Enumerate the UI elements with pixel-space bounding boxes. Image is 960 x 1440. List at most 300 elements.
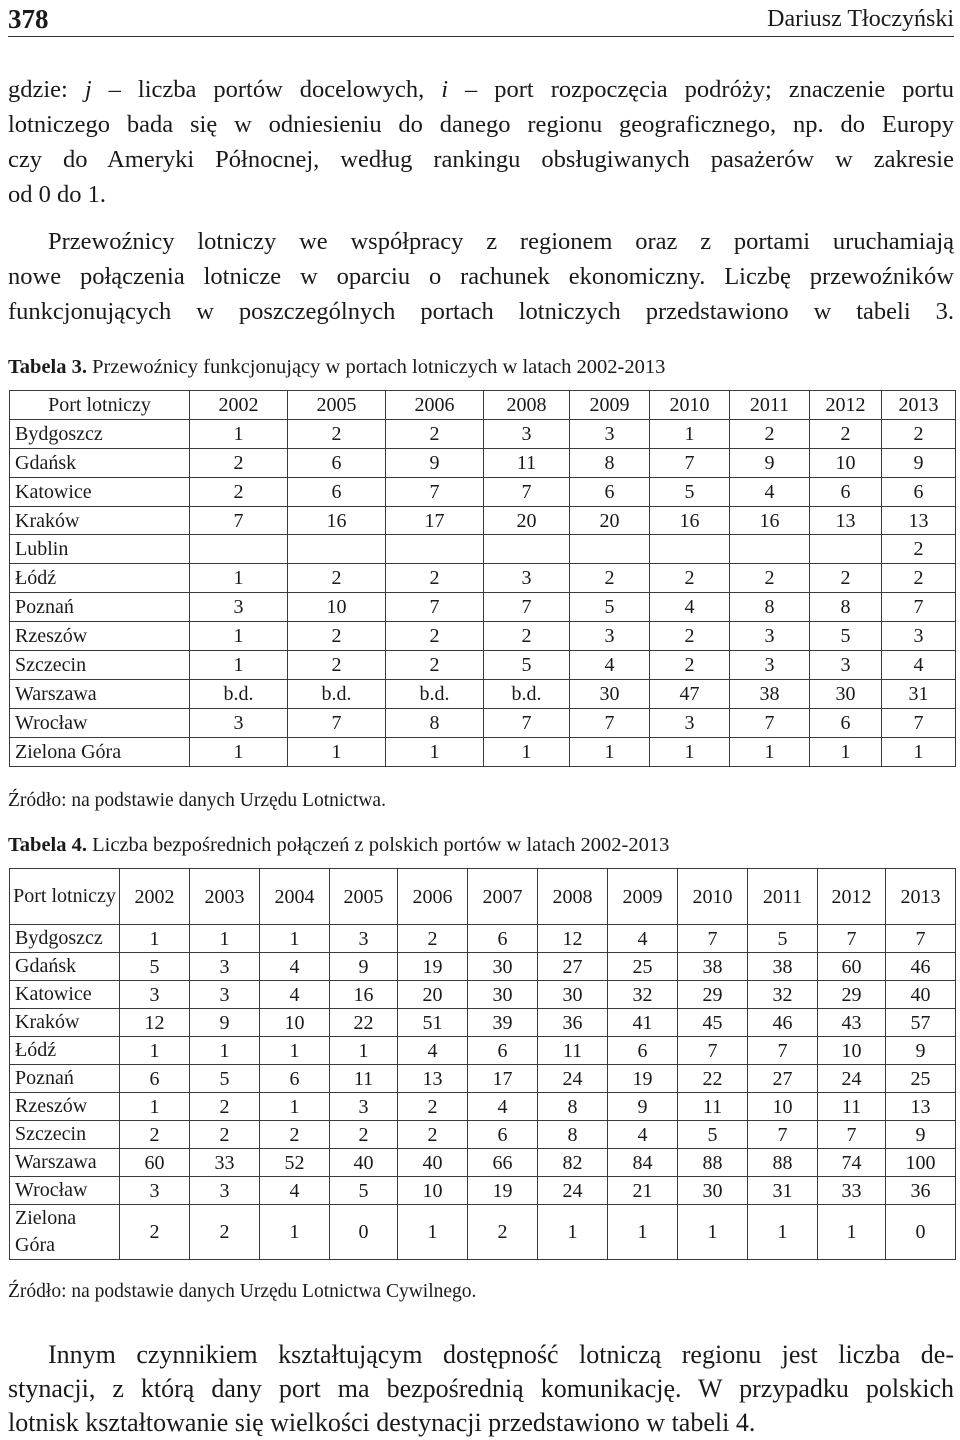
table-cell bbox=[190, 535, 288, 564]
table-cell: 3 bbox=[882, 622, 956, 651]
table-cell: 3 bbox=[810, 651, 882, 680]
table-cell: 11 bbox=[484, 448, 570, 477]
table-cell: 2 bbox=[882, 535, 956, 564]
table-cell: 1 bbox=[810, 737, 882, 766]
table-cell: 3 bbox=[190, 1177, 260, 1205]
table-cell: 2 bbox=[398, 925, 468, 953]
table-cell: 30 bbox=[538, 981, 608, 1009]
table-cell: 6 bbox=[288, 477, 386, 506]
table-cell: 12 bbox=[538, 925, 608, 953]
table-cell: 7 bbox=[650, 448, 730, 477]
table-cell: 46 bbox=[748, 1009, 818, 1037]
table-cell: 1 bbox=[190, 419, 288, 448]
table-cell: 16 bbox=[330, 981, 398, 1009]
table-cell: 9 bbox=[386, 448, 484, 477]
table-cell: 1 bbox=[190, 925, 260, 953]
table-cell: 2 bbox=[330, 1121, 398, 1149]
column-header-year: 2010 bbox=[650, 391, 730, 420]
cell-port-name: Lublin bbox=[10, 535, 190, 564]
table-row bbox=[10, 506, 956, 535]
table-cell: 3 bbox=[120, 981, 190, 1009]
paragraph-line: od 0 do 1. bbox=[8, 181, 106, 208]
table-cell: 45 bbox=[678, 1009, 748, 1037]
table-cell: 5 bbox=[650, 477, 730, 506]
cell-port-name: Gdańsk bbox=[10, 953, 120, 981]
table-cell: 40 bbox=[398, 1149, 468, 1177]
table4-caption-text: Liczba bezpośrednich połączeń z polskich portów w latach 2002-2013 bbox=[87, 834, 670, 856]
table-cell: 4 bbox=[260, 953, 330, 981]
table-cell: 82 bbox=[538, 1149, 608, 1177]
table-cell: 7 bbox=[818, 925, 886, 953]
table-cell: 7 bbox=[386, 477, 484, 506]
cell-port-name: Zielona Góra bbox=[10, 1205, 120, 1260]
table-cell: 16 bbox=[730, 506, 810, 535]
table-cell: 2 bbox=[190, 1205, 260, 1260]
table-cell: 1 bbox=[288, 737, 386, 766]
table-cell: 32 bbox=[608, 981, 678, 1009]
table-cell: 9 bbox=[330, 953, 398, 981]
table3 bbox=[9, 390, 956, 767]
table4-source: Źródło: na podstawie danych Urzędu Lotnictwa Cywilnego. bbox=[8, 1281, 477, 1302]
cell-port-name: Warszawa bbox=[10, 679, 190, 708]
table-cell: 9 bbox=[730, 448, 810, 477]
column-header-year: 2011 bbox=[748, 869, 818, 925]
table-cell: 2 bbox=[730, 419, 810, 448]
table-row bbox=[10, 1177, 956, 1205]
table3-source: Źródło: na podstawie danych Urzędu Lotnictwa. bbox=[8, 790, 386, 811]
table-cell: 17 bbox=[386, 506, 484, 535]
table-cell: 47 bbox=[650, 679, 730, 708]
table-cell: 7 bbox=[288, 708, 386, 737]
table-cell: 20 bbox=[570, 506, 650, 535]
table-cell: 2 bbox=[810, 419, 882, 448]
table-cell: 3 bbox=[190, 981, 260, 1009]
table-cell: 7 bbox=[678, 1037, 748, 1065]
table-cell: 5 bbox=[570, 593, 650, 622]
table-row bbox=[10, 564, 956, 593]
table-cell: 27 bbox=[748, 1065, 818, 1093]
table-cell: 6 bbox=[468, 925, 538, 953]
table-cell: 2 bbox=[650, 651, 730, 680]
table-cell: 38 bbox=[748, 953, 818, 981]
table-cell: 6 bbox=[570, 477, 650, 506]
table-row bbox=[10, 737, 956, 766]
table-cell: 30 bbox=[468, 953, 538, 981]
paragraph-line: Przewoźnicy lotniczy we współpracy z regionem oraz z portami uruchamiają bbox=[48, 228, 954, 255]
table-row bbox=[10, 1065, 956, 1093]
column-header-year: 2002 bbox=[190, 391, 288, 420]
table-cell: 7 bbox=[882, 708, 956, 737]
table-row bbox=[10, 679, 956, 708]
column-header-year: 2012 bbox=[810, 391, 882, 420]
table-row bbox=[10, 622, 956, 651]
cell-port-name: Bydgoszcz bbox=[10, 925, 120, 953]
table-cell: 27 bbox=[538, 953, 608, 981]
table-cell: 100 bbox=[886, 1149, 956, 1177]
table-cell: 11 bbox=[538, 1037, 608, 1065]
table-cell: 5 bbox=[190, 1065, 260, 1093]
table-cell: 33 bbox=[190, 1149, 260, 1177]
table-cell: 7 bbox=[484, 477, 570, 506]
table-cell: 2 bbox=[386, 564, 484, 593]
cell-port-name: Poznań bbox=[10, 593, 190, 622]
table-cell: 51 bbox=[398, 1009, 468, 1037]
table-cell: 20 bbox=[484, 506, 570, 535]
table-row bbox=[10, 651, 956, 680]
table-cell: 3 bbox=[484, 419, 570, 448]
table-cell: 3 bbox=[330, 1093, 398, 1121]
table-header-row bbox=[10, 391, 956, 420]
table-cell: 1 bbox=[882, 737, 956, 766]
table-cell: 10 bbox=[288, 593, 386, 622]
table-cell: 7 bbox=[190, 506, 288, 535]
table-cell: 19 bbox=[468, 1177, 538, 1205]
table-cell: 2 bbox=[650, 564, 730, 593]
table-cell: 2 bbox=[398, 1121, 468, 1149]
table-cell: 9 bbox=[608, 1093, 678, 1121]
table-cell: 4 bbox=[398, 1037, 468, 1065]
table-cell: 2 bbox=[120, 1205, 190, 1260]
table-cell: 7 bbox=[484, 708, 570, 737]
table-row bbox=[10, 1205, 956, 1260]
table-cell: 9 bbox=[190, 1009, 260, 1037]
table-row bbox=[10, 477, 956, 506]
table-cell: 1 bbox=[260, 925, 330, 953]
table-cell: 7 bbox=[730, 708, 810, 737]
table-cell: 74 bbox=[818, 1149, 886, 1177]
table-cell: 1 bbox=[120, 925, 190, 953]
table-row bbox=[10, 593, 956, 622]
table-cell: 1 bbox=[330, 1037, 398, 1065]
table-cell: 12 bbox=[120, 1009, 190, 1037]
table-cell: 46 bbox=[886, 953, 956, 981]
table4-caption bbox=[8, 834, 669, 857]
column-header-year: 2007 bbox=[468, 869, 538, 925]
table-cell: 2 bbox=[810, 564, 882, 593]
table-cell: 2 bbox=[730, 564, 810, 593]
column-header-port: Port lotniczy bbox=[10, 391, 190, 420]
table-cell: 24 bbox=[538, 1177, 608, 1205]
table-cell: 6 bbox=[810, 708, 882, 737]
table-cell: 5 bbox=[678, 1121, 748, 1149]
cell-port-name: Szczecin bbox=[10, 651, 190, 680]
table-cell: 40 bbox=[886, 981, 956, 1009]
table-cell: 30 bbox=[810, 679, 882, 708]
table-row bbox=[10, 1009, 956, 1037]
table-cell: 9 bbox=[886, 1121, 956, 1149]
column-header-year: 2010 bbox=[678, 869, 748, 925]
table-cell: 6 bbox=[120, 1065, 190, 1093]
table-cell: 9 bbox=[882, 448, 956, 477]
table-cell: 1 bbox=[260, 1205, 330, 1260]
table-cell: 41 bbox=[608, 1009, 678, 1037]
table3-label: Tabela 3. bbox=[8, 356, 87, 378]
table-cell: 13 bbox=[882, 506, 956, 535]
table-cell: 10 bbox=[818, 1037, 886, 1065]
column-header-year: 2008 bbox=[484, 391, 570, 420]
table-cell: 1 bbox=[818, 1205, 886, 1260]
table-cell: 36 bbox=[538, 1009, 608, 1037]
table-cell: 5 bbox=[810, 622, 882, 651]
table-cell: 57 bbox=[886, 1009, 956, 1037]
column-header-year: 2013 bbox=[882, 391, 956, 420]
table-cell: 5 bbox=[120, 953, 190, 981]
table-cell: 29 bbox=[678, 981, 748, 1009]
table-cell bbox=[288, 535, 386, 564]
table-cell: 2 bbox=[484, 622, 570, 651]
table-cell: 7 bbox=[748, 1121, 818, 1149]
table-cell bbox=[730, 535, 810, 564]
table-cell: 3 bbox=[484, 564, 570, 593]
table-cell: 43 bbox=[818, 1009, 886, 1037]
table-cell: 2 bbox=[386, 419, 484, 448]
table-cell: 7 bbox=[484, 593, 570, 622]
table-cell: 8 bbox=[570, 448, 650, 477]
table-cell: 60 bbox=[120, 1149, 190, 1177]
column-header-year: 2009 bbox=[608, 869, 678, 925]
table-cell: 1 bbox=[608, 1205, 678, 1260]
table-cell: 8 bbox=[810, 593, 882, 622]
table-cell: 6 bbox=[608, 1037, 678, 1065]
paragraph-line: czy do Ameryki Północnej, według rankingu obsługiwanych pasażerów w zakresie bbox=[8, 146, 954, 173]
table-cell: 0 bbox=[330, 1205, 398, 1260]
page-number: 378 bbox=[8, 4, 49, 34]
table-cell: 24 bbox=[538, 1065, 608, 1093]
table-row bbox=[10, 981, 956, 1009]
table-cell: 66 bbox=[468, 1149, 538, 1177]
table-cell: 38 bbox=[730, 679, 810, 708]
table-cell: 3 bbox=[120, 1177, 190, 1205]
table-cell: 2 bbox=[190, 448, 288, 477]
table-cell bbox=[484, 535, 570, 564]
table-cell: 10 bbox=[810, 448, 882, 477]
table-cell: 5 bbox=[748, 925, 818, 953]
table-cell: 2 bbox=[468, 1205, 538, 1260]
cell-port-name: Poznań bbox=[10, 1065, 120, 1093]
column-header-year: 2004 bbox=[260, 869, 330, 925]
table-cell: 2 bbox=[386, 622, 484, 651]
table-cell: 25 bbox=[608, 953, 678, 981]
table-cell: 6 bbox=[468, 1121, 538, 1149]
table-cell: b.d. bbox=[288, 679, 386, 708]
table-cell: 3 bbox=[650, 708, 730, 737]
table-cell: 1 bbox=[260, 1093, 330, 1121]
cell-port-name: Kraków bbox=[10, 506, 190, 535]
table-cell: 0 bbox=[886, 1205, 956, 1260]
table-row bbox=[10, 1121, 956, 1149]
paragraph-carriers bbox=[8, 224, 954, 329]
cell-port-name: Rzeszów bbox=[10, 622, 190, 651]
table-cell: 1 bbox=[120, 1037, 190, 1065]
table-cell: 8 bbox=[386, 708, 484, 737]
table-cell: b.d. bbox=[484, 679, 570, 708]
table-cell: 1 bbox=[730, 737, 810, 766]
table-cell: 1 bbox=[190, 651, 288, 680]
table-cell: 8 bbox=[538, 1093, 608, 1121]
table-cell: 6 bbox=[468, 1037, 538, 1065]
table-cell: 16 bbox=[650, 506, 730, 535]
cell-port-name: Szczecin bbox=[10, 1121, 120, 1149]
table-cell: 11 bbox=[678, 1093, 748, 1121]
table-cell: 1 bbox=[538, 1205, 608, 1260]
table-cell: 2 bbox=[398, 1093, 468, 1121]
table-cell: 1 bbox=[570, 737, 650, 766]
column-header-port: Port lotniczy bbox=[10, 869, 120, 925]
table-cell: 20 bbox=[398, 981, 468, 1009]
table-cell: 21 bbox=[608, 1177, 678, 1205]
table-row bbox=[10, 708, 956, 737]
table-cell: 6 bbox=[260, 1065, 330, 1093]
table-cell: b.d. bbox=[386, 679, 484, 708]
paragraph-definitions bbox=[8, 72, 954, 212]
table-cell: 6 bbox=[882, 477, 956, 506]
table-cell: 7 bbox=[818, 1121, 886, 1149]
table-cell: 10 bbox=[748, 1093, 818, 1121]
table-cell bbox=[650, 535, 730, 564]
table-cell: 2 bbox=[288, 564, 386, 593]
table-cell: 7 bbox=[886, 925, 956, 953]
table-cell: 1 bbox=[386, 737, 484, 766]
table4-label: Tabela 4. bbox=[8, 834, 87, 856]
table-cell: 2 bbox=[288, 419, 386, 448]
cell-port-name: Zielona Góra bbox=[10, 737, 190, 766]
column-header-year: 2006 bbox=[398, 869, 468, 925]
table-cell: 1 bbox=[650, 419, 730, 448]
table-cell: 2 bbox=[190, 477, 288, 506]
table-row bbox=[10, 535, 956, 564]
table-cell: 10 bbox=[398, 1177, 468, 1205]
table-cell: 11 bbox=[330, 1065, 398, 1093]
table-cell: 2 bbox=[288, 651, 386, 680]
table-cell: 1 bbox=[650, 737, 730, 766]
table-cell: 1 bbox=[190, 564, 288, 593]
table-cell: 7 bbox=[748, 1037, 818, 1065]
table-cell: 16 bbox=[288, 506, 386, 535]
cell-port-name: Katowice bbox=[10, 477, 190, 506]
paragraph-line: lotniczego bada się w odniesieniu do danego regionu geograficznego, np. do Europy bbox=[8, 111, 954, 138]
table-cell: 2 bbox=[120, 1121, 190, 1149]
table-cell: 2 bbox=[650, 622, 730, 651]
table-cell: 4 bbox=[570, 651, 650, 680]
cell-port-name: Gdańsk bbox=[10, 448, 190, 477]
cell-port-name: Łódź bbox=[10, 564, 190, 593]
table-row bbox=[10, 1037, 956, 1065]
table-cell: 6 bbox=[810, 477, 882, 506]
table-cell: 19 bbox=[398, 953, 468, 981]
table-row bbox=[10, 1093, 956, 1121]
cell-port-name: Wrocław bbox=[10, 1177, 120, 1205]
table-cell: 3 bbox=[570, 622, 650, 651]
table-cell: 3 bbox=[730, 622, 810, 651]
paragraph-destinations bbox=[8, 1338, 954, 1440]
table-cell: 5 bbox=[484, 651, 570, 680]
table-cell: 2 bbox=[882, 564, 956, 593]
paragraph-line: gdzie: j – liczba portów docelowych, i – port rozpoczęcia podróży; znaczenie portu bbox=[8, 76, 954, 103]
table-cell: 40 bbox=[330, 1149, 398, 1177]
table-cell: 22 bbox=[678, 1065, 748, 1093]
table-cell: 1 bbox=[484, 737, 570, 766]
table-cell: 1 bbox=[120, 1093, 190, 1121]
table-cell: 25 bbox=[886, 1065, 956, 1093]
table-cell: 30 bbox=[468, 981, 538, 1009]
table-cell: 88 bbox=[748, 1149, 818, 1177]
cell-port-name: Kraków bbox=[10, 1009, 120, 1037]
table-cell: 9 bbox=[886, 1037, 956, 1065]
table-cell: 2 bbox=[386, 651, 484, 680]
table-cell: 13 bbox=[886, 1093, 956, 1121]
table-cell: 4 bbox=[608, 1121, 678, 1149]
table-cell: 29 bbox=[818, 981, 886, 1009]
table-cell: 7 bbox=[386, 593, 484, 622]
table-cell: 4 bbox=[468, 1093, 538, 1121]
table-cell: 2 bbox=[190, 1093, 260, 1121]
table-cell: 36 bbox=[886, 1177, 956, 1205]
table-cell: 10 bbox=[260, 1009, 330, 1037]
table-cell: 6 bbox=[288, 448, 386, 477]
table-row bbox=[10, 448, 956, 477]
table-cell: 2 bbox=[260, 1121, 330, 1149]
column-header-year: 2002 bbox=[120, 869, 190, 925]
table-cell bbox=[810, 535, 882, 564]
table-cell: 38 bbox=[678, 953, 748, 981]
table-cell: 1 bbox=[190, 1037, 260, 1065]
table-row bbox=[10, 925, 956, 953]
table-cell: 52 bbox=[260, 1149, 330, 1177]
table-cell: 2 bbox=[570, 564, 650, 593]
table-cell: 32 bbox=[748, 981, 818, 1009]
table-cell: 24 bbox=[818, 1065, 886, 1093]
table-cell: 84 bbox=[608, 1149, 678, 1177]
table-cell: 3 bbox=[330, 925, 398, 953]
paragraph-line: nowe połączenia lotnicze w oparciu o rachunek ekonomiczny. Liczbę przewoźników bbox=[8, 263, 954, 290]
paragraph-line: lotnisk kształtowanie się wielkości destynacji przedstawiono w tabeli 4. bbox=[8, 1408, 756, 1437]
table-cell: 3 bbox=[190, 593, 288, 622]
table-cell: 4 bbox=[650, 593, 730, 622]
table-row bbox=[10, 953, 956, 981]
column-header-year: 2013 bbox=[886, 869, 956, 925]
table-cell: 4 bbox=[260, 1177, 330, 1205]
column-header-year: 2003 bbox=[190, 869, 260, 925]
table-row bbox=[10, 419, 956, 448]
table-cell: 31 bbox=[748, 1177, 818, 1205]
table3-caption-text: Przewoźnicy funkcjonujący w portach lotniczych w latach 2002-2013 bbox=[87, 356, 666, 378]
table-cell: 30 bbox=[678, 1177, 748, 1205]
table-cell: 1 bbox=[190, 737, 288, 766]
table-cell: 2 bbox=[288, 622, 386, 651]
table-cell: 3 bbox=[190, 708, 288, 737]
table-cell: 33 bbox=[818, 1177, 886, 1205]
table-cell: 13 bbox=[398, 1065, 468, 1093]
table-cell bbox=[386, 535, 484, 564]
table-cell: 17 bbox=[468, 1065, 538, 1093]
table-cell: 13 bbox=[810, 506, 882, 535]
column-header-year: 2009 bbox=[570, 391, 650, 420]
table-cell: 1 bbox=[678, 1205, 748, 1260]
table-cell: 88 bbox=[678, 1149, 748, 1177]
table-cell: 1 bbox=[748, 1205, 818, 1260]
cell-port-name: Warszawa bbox=[10, 1149, 120, 1177]
table-cell: 4 bbox=[260, 981, 330, 1009]
table-cell: 4 bbox=[730, 477, 810, 506]
table-cell: 60 bbox=[818, 953, 886, 981]
table-cell: 30 bbox=[570, 679, 650, 708]
table-cell: 7 bbox=[570, 708, 650, 737]
cell-port-name: Katowice bbox=[10, 981, 120, 1009]
column-header-year: 2008 bbox=[538, 869, 608, 925]
cell-port-name: Łódź bbox=[10, 1037, 120, 1065]
table-cell: 2 bbox=[882, 419, 956, 448]
table-cell: 8 bbox=[538, 1121, 608, 1149]
